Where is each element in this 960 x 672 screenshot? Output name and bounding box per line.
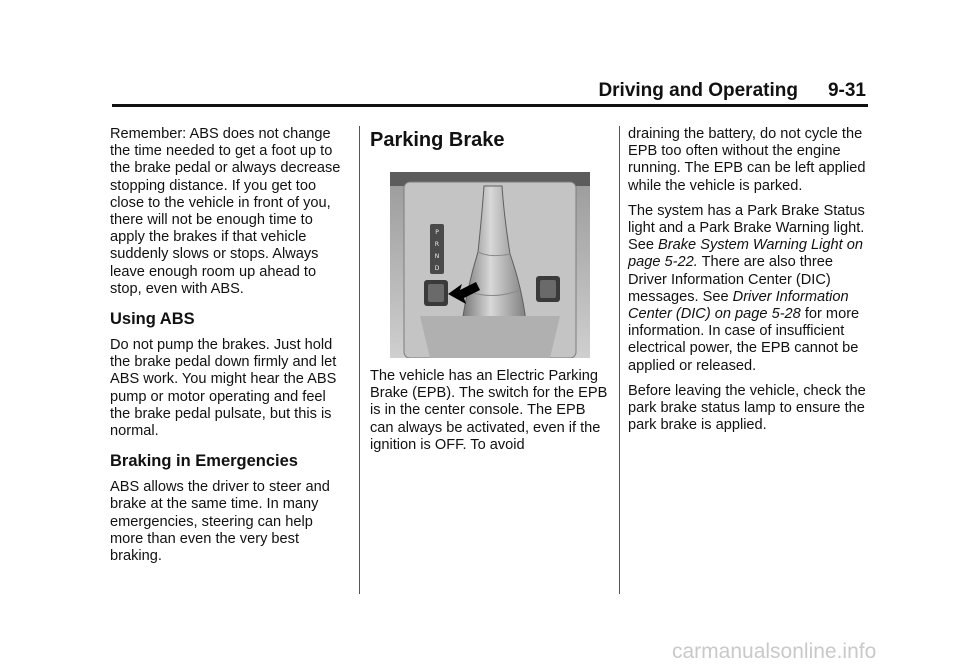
- watermark: carmanualsonline.info: [672, 640, 877, 663]
- paragraph: The vehicle has an Electric Parking Brake (EPB). The switch for the EPB is in the center console. The EPB can always be activated, even if the ignition is OFF. To avoid: [370, 368, 608, 453]
- paragraph: Do not pump the brakes. Just hold the brake pedal down firmly and let ABS work. You might hear the ABS pump or motor operating and feel the brake pedal pulsate, but this is normal.: [110, 337, 337, 440]
- gear-letter: R: [434, 241, 440, 248]
- column-right: [628, 126, 873, 442]
- paragraph: Before leaving the vehicle, check the park brake status lamp to ensure the park brake is applied.: [628, 382, 866, 434]
- section-heading-braking-emergencies: Braking in Emergencies: [110, 452, 298, 471]
- cross-reference: Brake System Warning Light on page 5-22.: [628, 237, 863, 271]
- section-title-parking-brake: Parking Brake: [370, 129, 505, 151]
- paragraph: ABS allows the driver to steer and brake at the same time. In many emergencies, steering can help more than even the very best braking.: [110, 479, 330, 565]
- paragraph: The system has a Park Brake Status light and a Park Brake Warning light. See Brake System Warning Light on page 5-22. There are also three Driver Information Center (DIC) messages. See Driver Information Center (DIC) on page 5-28 for more information. In case of insufficient electrical power, the EPB cannot be applied or released.: [628, 202, 865, 374]
- header-rule: [112, 104, 868, 107]
- gear-letter: P: [435, 229, 439, 236]
- cross-reference: Driver Information Center (DIC) on page 5-28: [628, 288, 849, 323]
- chapter-title: Driving and Operating: [598, 80, 798, 101]
- paragraph: Remember: ABS does not change the time needed to get a foot up to the brake pedal or always decrease stopping distance. If you get too close to the vehicle in front of you, there will not be enough time to apply the brakes if that vehicle suddenly slows or stops. Always leave enough room up ahead to stop, even with ABS.: [110, 126, 341, 297]
- column-left: [110, 126, 350, 573]
- column-divider: [359, 126, 360, 594]
- parking-brake-photo: [390, 172, 590, 358]
- paragraph: draining the battery, do not cycle the EPB too often without the engine running. The EPB can be left applied while the vehicle is parked.: [628, 126, 866, 194]
- column-divider: [619, 126, 620, 594]
- gear-letter: N: [434, 253, 440, 260]
- section-heading-using-abs: Using ABS: [110, 310, 195, 329]
- gear-letter: D: [434, 265, 440, 272]
- page-number: 9-31: [827, 80, 866, 101]
- page-header: [400, 80, 866, 102]
